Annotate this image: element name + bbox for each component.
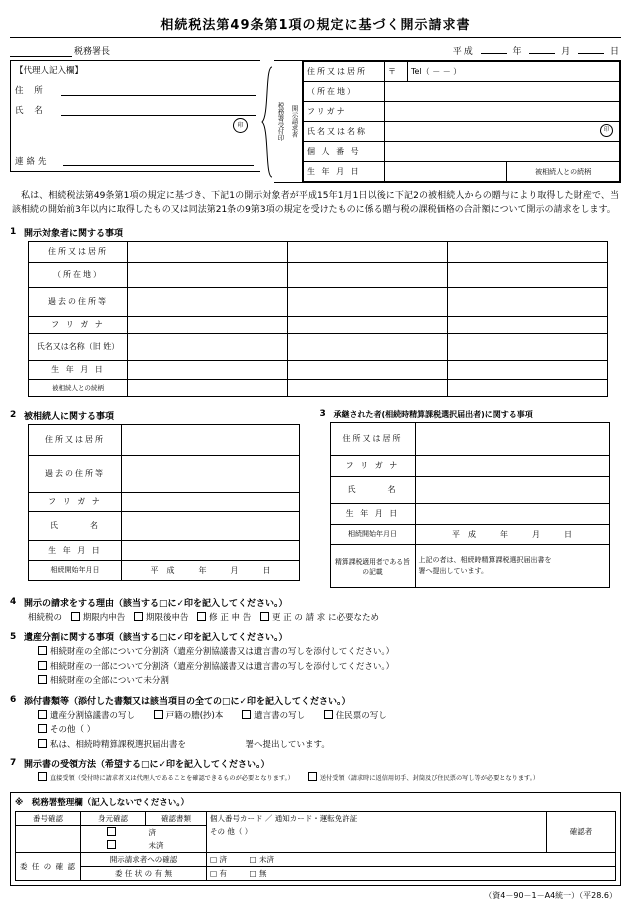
s5-option-2: 相続財産の全部について未分割 [50,676,169,687]
s2-past-cell[interactable] [122,455,300,492]
s3-start-label: 相続開始年月日 [330,524,415,544]
requester-name-label: 氏名又は名称 [304,122,385,142]
s1-relation-cell-2[interactable] [288,379,448,396]
table-row [16,852,616,866]
table-row [16,811,616,825]
s6-option-2: 遺言書の写し [254,710,306,721]
s3-birth-label: 生 年 月 日 [330,503,415,524]
section-1-table [28,241,608,397]
section-6-heading [10,694,621,707]
s4-option-1[interactable]: 期限後申告 [145,612,189,623]
s2-address-cell[interactable] [122,424,300,455]
header-date [453,43,621,57]
day-blank[interactable] [578,43,604,54]
s3-start-date[interactable]: 平 成 年 月 日 [415,524,609,544]
s1-relation-label: 被相続人との続柄 [29,379,128,396]
month-blank[interactable] [529,43,555,54]
s5-row-2[interactable] [38,674,621,688]
s1-past-address-label: 過去の住所等 [29,287,128,316]
title-divider [10,37,621,38]
s3-name-cell[interactable] [415,476,609,503]
document-other-text: その 他（ ） [210,827,253,837]
s1-name-cell-1[interactable] [128,333,288,360]
s6-option-3: 住民票の写し [335,710,387,721]
requester-tel[interactable]: Tel（ － － ） [408,62,620,82]
table-row [29,424,300,455]
agent-contact-input[interactable] [63,164,254,166]
s1-furigana-label: フ リ ガ ナ [29,316,128,333]
s5-checkbox-2[interactable] [38,675,47,684]
table-row [29,540,300,560]
section-1-heading [10,226,621,239]
s1-birth-label: 生 年 月 日 [29,360,128,379]
table-row [304,142,620,162]
year-blank[interactable] [481,43,507,54]
section-2-title: 被相続人に関する事項 [24,411,115,422]
s1-relation-cell-1[interactable] [128,379,288,396]
s6-checkbox-other[interactable] [38,724,47,733]
requester-vertical-label: 開示請求者 [288,60,302,183]
agent-name-field[interactable] [15,103,256,116]
s1-relation-cell-3[interactable] [448,379,608,396]
s1-birth-cell-3[interactable] [448,360,608,379]
s6-row-other[interactable] [38,723,621,737]
table-row [304,162,620,182]
s2-past-label: 過去の住所等 [29,455,122,492]
section-4-title: 開示の請求をする理由（該当する□に✓印を記入してください。） [24,598,288,609]
s3-address-cell[interactable] [415,422,609,455]
table-row [330,476,609,503]
s1-furigana-cell-1[interactable] [128,316,288,333]
agent-entry-box [10,60,260,172]
section-3-table [330,422,615,588]
s6-checkbox-2[interactable] [242,710,251,719]
section-4-heading [10,596,621,609]
section-6-title: 添付書類等（添付した書類又は該当項目の全ての□に✓印を記入してください。） [24,696,351,707]
section-6-number: 6 [10,695,17,706]
section-5-heading [10,630,621,643]
s1-address-cell-2[interactable] [288,241,448,262]
s7-checkbox-1[interactable] [308,772,317,781]
number-check-cell[interactable] [16,825,81,852]
office-name-blank[interactable] [10,45,72,57]
section-5-options [38,645,621,688]
agent-name-input[interactable] [61,103,256,116]
s5-option-1: 相続財産の一部について分割済（遺産分割協議書又は遺言書の写しを添付してください。） [50,661,395,672]
table-row [29,492,300,511]
s5-checkbox-0[interactable] [38,646,47,655]
s6-option-0: 遺産分割協議書の写し [50,710,136,721]
s6-checkbox-3[interactable] [324,710,333,719]
table-row [16,839,616,853]
requester-mynumber-input[interactable] [385,142,620,162]
table-row [29,511,300,540]
identity-pending-checkbox[interactable] [107,840,116,849]
table-row [304,102,620,122]
s5-row-0[interactable] [38,645,621,659]
section-7-title: 開示書の受領方法（希望する□に✓印を記入してください。） [24,759,270,770]
requester-relation-label: 被相続人との続柄 [535,167,592,176]
year-label: 年 [512,47,524,57]
stamp-receipt-label: 税務署受付印 [274,60,288,183]
table-row [29,262,608,287]
s4-checkbox-2[interactable] [197,612,206,621]
agent-box-title: 【代理人記入欄】 [15,66,84,76]
s5-checkbox-1[interactable] [38,661,47,670]
office-use-box [10,792,621,886]
requester-box [302,60,621,183]
requester-location-label: （所在地） [304,82,385,102]
entrust-row1-value[interactable]: □ 済 □ 未済 [207,852,616,866]
section-1-title: 開示対象者に関する事項 [24,228,124,239]
section-7-heading [10,757,621,770]
brace-decoration [260,60,274,183]
s1-location-label: （所在地） [29,262,128,287]
s2-name-label: 氏 名 [29,511,122,540]
requester-furigana-input[interactable] [385,102,620,122]
agent-address-input[interactable] [61,83,256,96]
s3-address-label: 住所又は居所 [330,422,415,455]
s2-furigana-cell[interactable] [122,492,300,511]
curly-brace-icon [261,66,273,178]
section-7-number: 7 [10,758,17,769]
section-7-options [38,772,621,785]
requester-furigana-label: フリガナ [304,102,385,122]
s1-address-cell-1[interactable] [128,241,288,262]
s1-address-cell-3[interactable] [448,241,608,262]
section-3-title: 承継された者(相続時精算課税選択届出者)に関する事項 [333,409,533,419]
s3-birth-cell[interactable] [415,503,609,524]
seal-circle-icon: 印 [233,118,248,133]
confirmer-label: 確認者 [547,811,616,852]
section-5-title: 遺産分割に関する事項（該当する□に✓印を記入してください。） [24,633,288,644]
s1-past-cell-3[interactable] [448,287,608,316]
table-row [330,422,609,455]
day-label: 日 [609,47,621,57]
identity-pending-label: 未済 [146,839,207,853]
s2-name-cell[interactable] [122,511,300,540]
s1-location-cell-2[interactable] [288,262,448,287]
s2-address-label: 住所又は居所 [29,424,122,455]
s7-checkbox-0[interactable] [38,772,47,781]
s6-option-1: 戸籍の謄(抄)本 [165,710,224,721]
section-1-number: 1 [10,227,17,238]
table-row [29,455,300,492]
top-section [10,60,621,183]
section-3-block [320,405,622,588]
s2-birth-cell[interactable] [122,540,300,560]
section-2-block [10,405,312,588]
table-row [330,503,609,524]
s1-name-cell-2[interactable] [288,333,448,360]
s6-option-other: その他（ ） [50,725,96,736]
form-footer-code: （資4－90－1－A4統一）（平28.6） [484,890,617,900]
s6-checkbox-0[interactable] [38,710,47,719]
agent-contact-label: 連絡先 [15,157,50,167]
entrust-row1-label: 開示請求者への確認 [81,852,207,866]
request-paragraph: 私は、相続税法第49条第1項の規定に基づき、下記1の開示対象者が平成15年1月1日以後に下記2の被相続人からの贈与により取得した財産で、当該相続の開始前3年以内に取得したもの又は同法第21条の9第3項の規定を受けたものに係る贈与税の課税価格の合計額について開示の請求をします。 [12,191,619,215]
s3-furigana-label: フ リ ガ ナ [330,455,415,476]
table-row [304,62,620,82]
s1-furigana-cell-2[interactable] [288,316,448,333]
agent-address-field[interactable] [15,83,256,96]
s1-name-label: 氏名又は名称（旧 姓） [29,333,128,360]
s5-row-1[interactable] [38,660,621,674]
table-row [304,82,620,102]
s4-checkbox-0[interactable] [71,612,80,621]
s3-furigana-cell[interactable] [415,455,609,476]
s2-start-date[interactable]: 平 成 年 月 日 [122,560,300,580]
table-row [330,455,609,476]
document-blank-cell[interactable] [207,839,547,853]
table-row [330,544,609,587]
office-use-title: ※ 税務署整理欄（記入しないでください。） [15,797,190,808]
section-5-number: 5 [10,631,17,642]
requester-birth-input[interactable] [385,162,507,181]
requester-mynumber-label: 個 人 番 号 [304,142,385,162]
s7-option-1: 送付受領（請求時に返信用切手、封筒及び住民票の写し等が必要となります。） [319,774,540,782]
s6-checkbox-last[interactable] [38,739,47,748]
s1-name-cell-3[interactable] [448,333,608,360]
document-type-cell [207,811,547,825]
table-row [29,379,608,396]
document-check-label: 確認書類 [146,811,207,825]
s1-location-cell-3[interactable] [448,262,608,287]
s2-start-label: 相続開始年月日 [29,560,122,580]
entrust-row2-value[interactable]: □ 有 □ 無 [207,866,616,880]
section-3-number: 3 [319,409,326,420]
table-row [29,287,608,316]
table-row [16,825,616,839]
requester-birth-label: 生 年 月 日 [304,162,385,182]
s6-row-main [38,709,621,723]
s4-checkbox-3[interactable] [260,612,269,621]
s4-checkbox-1[interactable] [134,612,143,621]
table-row [29,360,608,379]
section-4-number: 4 [10,597,17,608]
agent-address-label: 住 所 [15,86,47,96]
table-row [29,560,300,580]
s1-past-cell-1[interactable] [128,287,288,316]
section-4-options [28,611,621,625]
s2-birth-label: 生 年 月 日 [29,540,122,560]
entrust-row2-label: 委 任 状 の 有 無 [81,866,207,880]
requester-location-input[interactable] [385,82,620,102]
identity-done-cell[interactable] [81,825,146,839]
s7-option-0: 直接受領（受付時に請求者又は代理人であることを確認できるものが必要となります。） [50,774,294,782]
sections-2-3 [10,405,621,588]
header-line [10,43,621,57]
number-check-label: 番号確認 [16,811,81,825]
section-2-heading [10,409,312,422]
table-row [330,524,609,544]
s3-declaration-label: 精算課税適用者である旨の記載 [330,544,415,587]
requester-name-input[interactable] [385,122,620,142]
s3-name-label: 氏 名 [330,476,415,503]
s1-past-cell-2[interactable] [288,287,448,316]
identity-pending-cell[interactable] [81,839,146,853]
s5-option-0: 相続財産の全部について分割済（遺産分割協議書又は遺言書の写しを添付してください。） [50,647,395,658]
section-3-heading [320,409,622,420]
requester-table [303,61,620,182]
identity-check-label: 身元確認 [81,811,146,825]
table-row [304,122,620,142]
office-use-table [15,811,616,881]
s1-birth-cell-1[interactable] [128,360,288,379]
page-title: 相続税法第49条第1項の規定に基づく開示請求書 [160,18,471,33]
table-row [16,866,616,880]
era-label: 平成 [452,47,475,57]
s4-prefix: 相続税の [28,612,63,623]
table-row [29,333,608,360]
postal-mark: 〒 [385,62,408,82]
agent-name-label: 氏 名 [15,106,47,116]
s4-option-3[interactable]: 更 正 の 請 求 [271,612,326,623]
s2-furigana-label: フ リ ガ ナ [29,492,122,511]
entrust-label: 委 任 の 確 認 [16,852,81,880]
identity-done-label: 済 [146,825,207,839]
office-suffix: 税務署長 [74,47,111,57]
s1-location-cell-1[interactable] [128,262,288,287]
s6-checkbox-1[interactable] [154,710,163,719]
s6-row-last[interactable] [38,738,621,752]
s1-birth-cell-2[interactable] [288,360,448,379]
s4-option-0[interactable]: 期限内申告 [82,612,126,623]
identity-done-checkbox[interactable] [107,827,116,836]
table-row [29,316,608,333]
document-type-text: 個人番号カード ／ 通知カード・運転免許証 [210,813,358,823]
section-2-number: 2 [10,410,17,421]
name-seal-icon: 印 [600,124,613,137]
month-label: 月 [561,47,573,57]
s4-option-2[interactable]: 修 正 申 告 [209,612,252,623]
requester-address-label: 住所又は居所 [304,62,385,82]
section-6-options [38,709,621,752]
s4-suffix: に必要なため [327,612,379,623]
section-2-table [28,424,300,581]
s1-address-label: 住所又は居所 [29,241,128,262]
document-other-cell[interactable] [207,825,547,839]
s6-option-last: 私は、相続時精算課税選択届出書を 署へ提出しています。 [50,739,330,750]
s1-furigana-cell-3[interactable] [448,316,608,333]
table-row [29,241,608,262]
s3-declaration-text[interactable]: 上記の者は、相続時精算課税選択届出書を 署へ提出しています。 [415,544,609,587]
